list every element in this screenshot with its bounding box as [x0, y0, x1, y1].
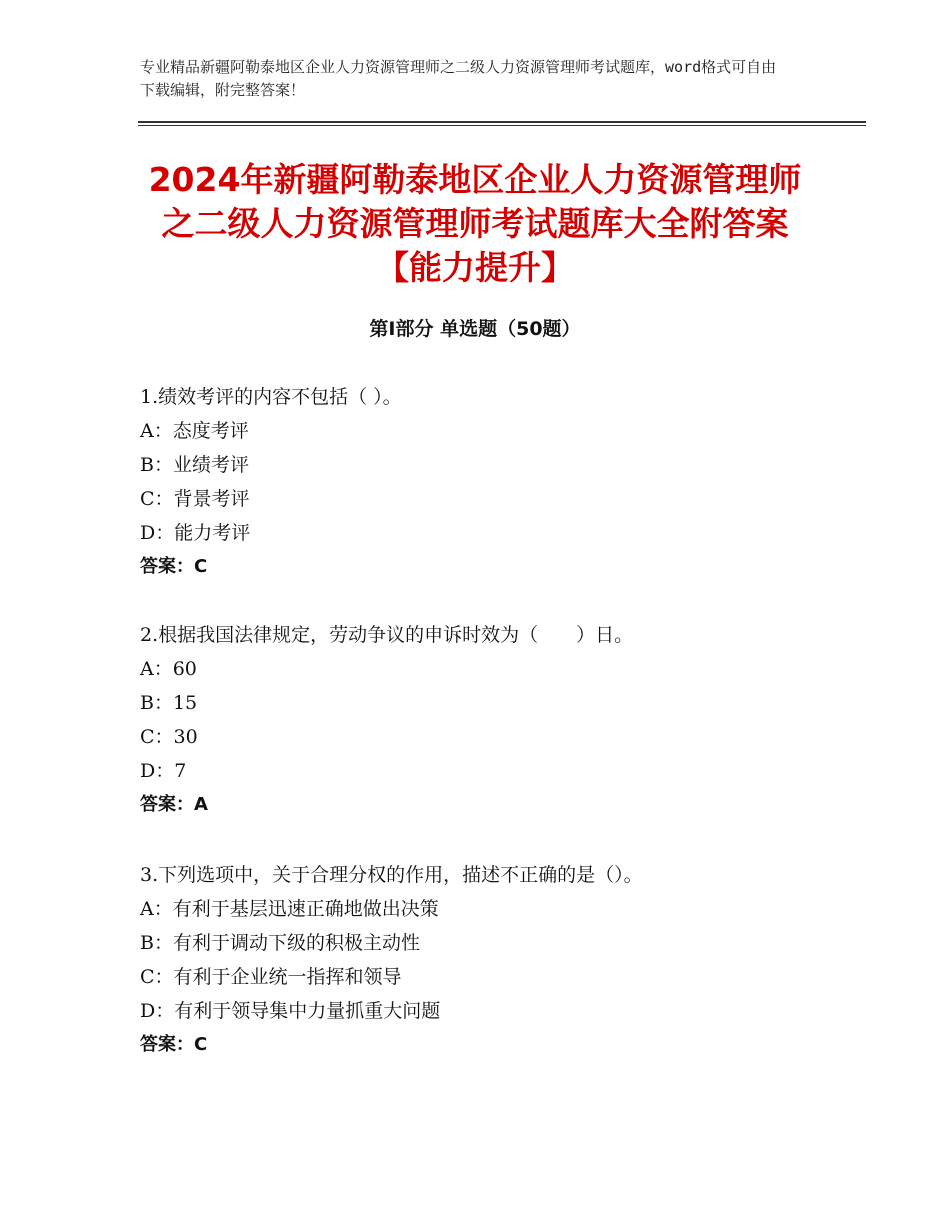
question-stem: 2.根据我国法律规定，劳动争议的申诉时效为（ ）日。: [140, 624, 634, 646]
option-b: B：有利于调动下级的积极主动性: [140, 932, 420, 954]
question-stem: 3.下列选项中，关于合理分权的作用，描述不正确的是（）。: [140, 864, 643, 886]
header-divider: [138, 121, 866, 123]
answer: 答案：C: [140, 1034, 208, 1055]
option-c: C：30: [140, 726, 198, 748]
option-d: D：7: [140, 760, 187, 782]
question-stem: 1.绩效考评的内容不包括（ ）。: [140, 386, 402, 408]
question-3: [140, 858, 643, 1062]
option-c: C：有利于企业统一指挥和领导: [140, 966, 402, 988]
answer: 答案：C: [140, 556, 208, 577]
option-a: A：态度考评: [140, 420, 249, 442]
question-2: [140, 618, 633, 822]
option-a: A：有利于基层迅速正确地做出决策: [140, 898, 439, 920]
option-a: A：60: [140, 658, 197, 680]
option-d: D：能力考评: [140, 522, 251, 544]
answer: 答案：A: [140, 794, 208, 815]
header-note: 专业精品新疆阿勒泰地区企业人力资源管理师之二级人力资源管理师考试题库，word格式可自由下载编辑，附完整答案！: [140, 58, 777, 99]
section-heading: 第Ⅰ部分 单选题（50题）: [369, 318, 581, 340]
question-1: [140, 380, 402, 584]
option-b: B：15: [140, 692, 198, 714]
option-b: B：业绩考评: [140, 454, 249, 476]
header-divider-thin: [138, 125, 866, 126]
option-c: C：背景考评: [140, 488, 250, 510]
option-d: D：有利于领导集中力量抓重大问题: [140, 1000, 441, 1022]
document-title: 2024年新疆阿勒泰地区企业人力资源管理师之二级人力资源管理师考试题库大全附答案【能力提升】: [148, 160, 802, 287]
